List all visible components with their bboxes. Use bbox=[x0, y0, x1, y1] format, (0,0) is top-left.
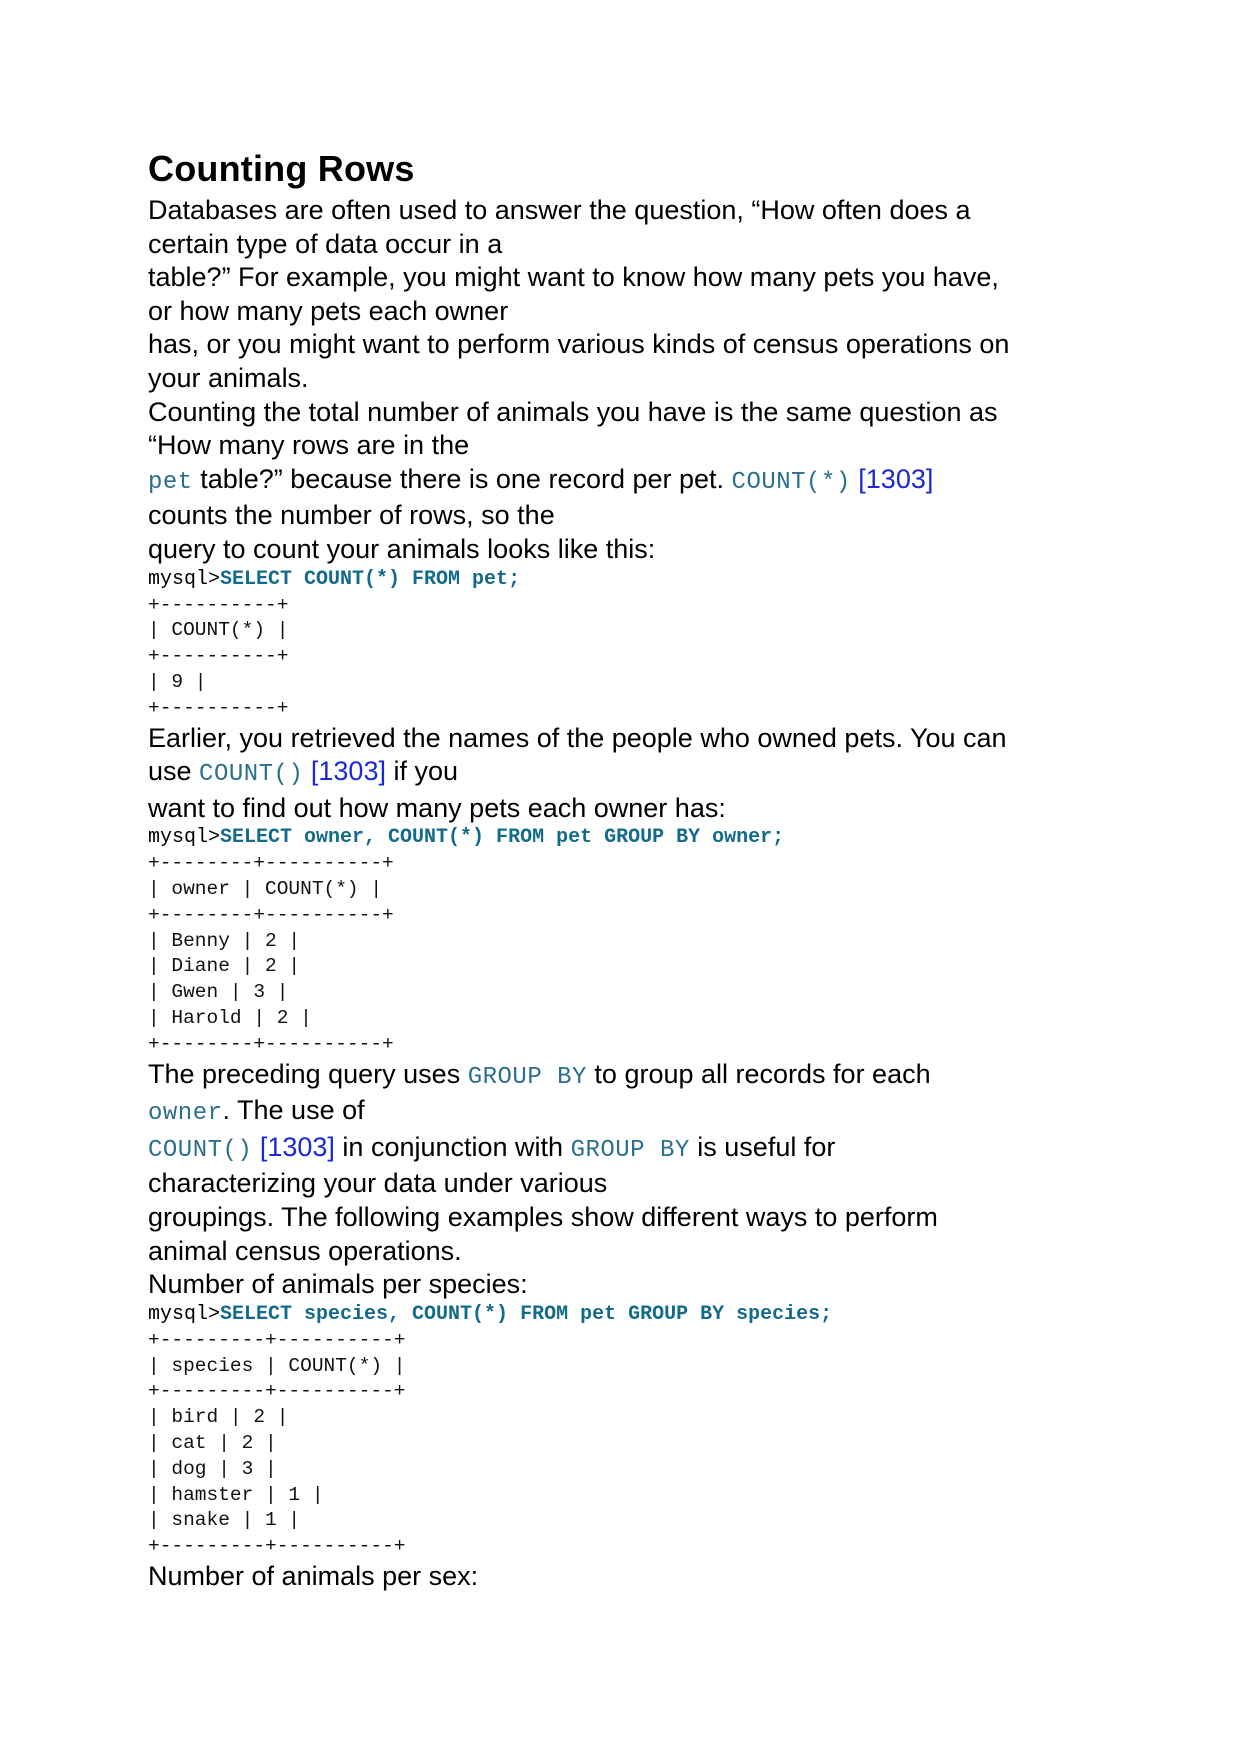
mysql-prompt: mysql> bbox=[148, 1302, 221, 1326]
para3-b: to group all records for each bbox=[586, 1058, 931, 1089]
pet-code: pet bbox=[148, 468, 193, 496]
result-table-1: +----------+ | COUNT(*) | +----------+ | 9 | +----------+ bbox=[148, 593, 289, 719]
mysql-prompt: mysql> bbox=[148, 826, 221, 850]
document-page bbox=[148, 148, 1148, 1594]
para3-line-7: Number of animals per species: bbox=[148, 1269, 528, 1300]
sql-statement: SELECT COUNT(*) FROM pet; bbox=[220, 567, 521, 591]
intro-line-8: “How many rows are in the bbox=[148, 430, 470, 461]
para3-line-3 bbox=[148, 1131, 1148, 1168]
intro-line-5: has, or you might want to perform various kinds of census operations on bbox=[148, 329, 1010, 360]
para3-line-1 bbox=[148, 1058, 1148, 1095]
para2-line-2 bbox=[148, 755, 1148, 792]
para2-line-1: Earlier, you retrieved the names of the people who owned pets. You can bbox=[148, 722, 1007, 753]
para3-line-6: animal census operations. bbox=[148, 1235, 462, 1266]
intro-line-1: Databases are often used to answer the question, “How often does a bbox=[148, 195, 971, 225]
sql-statement: SELECT owner, COUNT(*) FROM pet GROUP BY owner; bbox=[220, 826, 785, 850]
result-table-2: +--------+----------+ | owner | COUNT(*) | +--------+----------+ | Benny | 2 | | Diane | 2 | | Gwen | 3 | | Harold | 2 | +--------+----------+ bbox=[148, 852, 394, 1055]
count-star-code: COUNT(*) bbox=[731, 468, 851, 496]
reference-link-2[interactable]: [1303] bbox=[310, 756, 386, 787]
para3-line-4: characterizing your data under various bbox=[148, 1168, 608, 1199]
intro-line-3: table?” For example, you might want to know how many pets you have, bbox=[148, 262, 999, 293]
query-2 bbox=[148, 825, 1148, 851]
intro-after-pet: table?” because there is one record per pet. bbox=[192, 463, 732, 494]
intro-line-2: certain type of data occur in a bbox=[148, 228, 503, 259]
count-code: COUNT() bbox=[148, 1136, 253, 1164]
group-by-code: GROUP BY bbox=[570, 1136, 690, 1164]
para2-use: use bbox=[148, 756, 200, 787]
intro-line-7: Counting the total number of animals you have is the same question as bbox=[148, 396, 998, 427]
owner-code: owner bbox=[148, 1100, 223, 1128]
para3-a: The preceding query uses bbox=[148, 1058, 468, 1089]
reference-link-1[interactable]: [1303] bbox=[858, 463, 934, 494]
intro-line-6: your animals. bbox=[148, 362, 309, 393]
para3-line-2 bbox=[148, 1094, 1148, 1131]
intro-line-10: counts the number of rows, so the bbox=[148, 500, 555, 531]
query-3 bbox=[148, 1302, 1148, 1328]
intro-line-4: or how many pets each owner bbox=[148, 295, 509, 326]
para2-line-3: want to find out how many pets each owner has: bbox=[148, 792, 726, 823]
para3-line-5: groupings. The following examples show different ways to perform bbox=[148, 1202, 938, 1233]
intro-line-11: query to count your animals looks like this: bbox=[148, 533, 656, 564]
para3-e: is useful for bbox=[689, 1131, 836, 1162]
sql-statement: SELECT species, COUNT(*) FROM pet GROUP BY species; bbox=[220, 1302, 833, 1326]
para2-if-you: if you bbox=[385, 756, 459, 787]
query-1 bbox=[148, 567, 1148, 593]
reference-link-3[interactable]: [1303] bbox=[259, 1131, 335, 1162]
para3-c: . The use of bbox=[222, 1095, 365, 1126]
footer-line: Number of animals per sex: bbox=[148, 1561, 479, 1591]
page-title: Counting Rows bbox=[148, 148, 415, 189]
result-table-3: +---------+----------+ | species | COUNT(*) | +---------+----------+ | bird | 2 | | cat | 2 | | dog | 3 | | hamster | 1 | | snake | 1 | +---------+----------+ bbox=[148, 1328, 406, 1558]
mysql-prompt: mysql> bbox=[148, 567, 221, 591]
para3-d: in conjunction with bbox=[334, 1131, 571, 1162]
group-by-code: GROUP BY bbox=[467, 1063, 587, 1091]
intro-line-9 bbox=[148, 463, 1148, 500]
count-code: COUNT() bbox=[199, 761, 304, 789]
